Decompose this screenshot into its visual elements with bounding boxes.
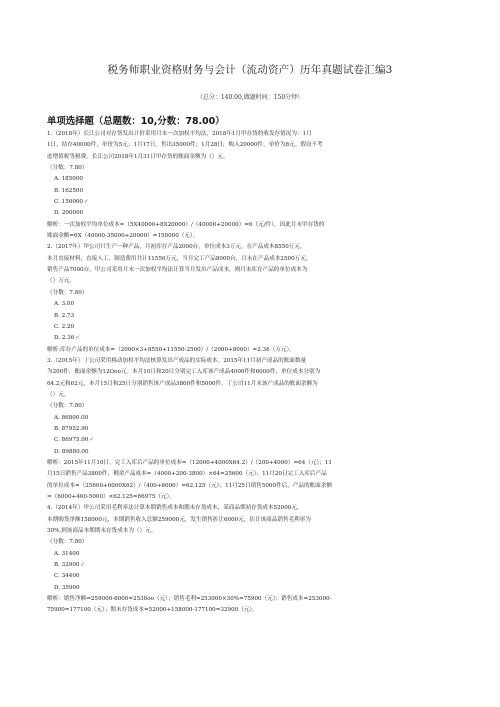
correct-check-icon: ✓ [84,199,89,206]
analysis-line: 的单位成本=（25600+6000X62）/（400+6000）=62.125（元）；11月25日销售5000件后，产品的账面余额 [47,482,332,489]
question-stem-line: 1.（2018年）长江公司对存货发出计价采用月末一次加权平均法，2018年1月甲存货的收发存情况为：1月 [47,131,312,137]
question-stem-line: 虑增值税等税费，长江公司2018年1月31日甲存货的账面金额为（）元。 [47,153,229,160]
analysis-line: 解析：2015年11月10日，完工入库后产品的单位成本=（12000+4000X64.2）/（200+4000）=64（元）；11 [47,459,332,466]
answer-option: A. 3.00 [54,301,75,308]
question-stem-line: 本期购货净额158000元，本期销售收入总额259000元，发生销售折让6000元，估计该商品销售毛利率为 [47,516,311,523]
analysis-line: 解析:库存产品的单位成本=（2000×3+8550+11550-2500）/（2000+8000）=2.36（万元）。 [47,346,295,353]
question-score: （分数：7.80） [47,539,88,546]
answer-option: B. 87952.90 [54,425,89,432]
exam-meta: （总分：140.00,做题时间：150分钟） [196,94,304,101]
document-title: 税务师职业资格财务与会计（流动资产）历年真题试卷汇编3 [107,64,393,76]
answer-option: C. 86975.00✓ [54,437,95,444]
question-stem-line: 3.（2015年）丁公司采用移动加权平均法核算发出产成品的实际成本。2015年11月初产成品的账面数量 [47,357,307,364]
answer-option: C. 34400 [54,573,80,580]
answer-option: C. 150000✓ [54,199,89,206]
analysis-line: =（6000+400-5000）×62.125=86975（元）。 [47,494,175,500]
correct-check-icon: ✓ [75,335,80,342]
section-heading: 单项选择题（总题数：10,分数：78.00） [47,116,225,127]
question-stem-line: 为200件，账面余额为12Ooo元。本月10日和20日分别完工入库该产成品4000件和6000件，单位成本分别为 [47,369,321,376]
answer-option: D. 200000 [54,210,84,217]
question-stem-line: 1日，结存40000件，单价为5元；1月17日，售出35000件；1月28日，购入20000件，单价为8元。假设不考 [47,142,323,149]
analysis-line: 75900=177100（元）；期末存货成本=52000+158000-177100=32900（元）。 [47,607,258,614]
question-stem-line: 销售产品7000台。甲公司采用月末一次加权平均法计算当月发出产品成本，则月末库存产品的单位成本为 [47,267,308,274]
answer-option: C. 2.20 [54,323,75,330]
answer-option: A. 31400 [54,550,80,557]
question-stem-line: 30%,则该商品本期期末存货成本为（）元。 [47,528,157,535]
answer-option: D. 2.36✓ [54,335,80,342]
analysis-line: 解析：销售净额=259000-6000=2530oo（元）；销售毛利=253000×30%=75900（元）；销售成本=253000- [47,596,332,603]
question-stem-line: （）万元。 [47,278,75,285]
question-list [47,129,457,617]
question-stem-line: （）元。 [47,391,70,398]
question-stem-line: 64.2元和62元，本月15日和25日分别销售该产成品3800件和5000件。丁公司11月末该产成品的账面余额为 [47,380,318,387]
answer-option: A. 185000 [54,176,83,183]
analysis-line: 解析：一次加权平均单位成本=（5X40000+8X20000）/（40000+20000）=6（元/件），因此月末甲存货的 [47,221,325,228]
answer-option: B. 2.73 [54,312,75,319]
answer-option: A. 86800.00 [54,414,89,421]
correct-check-icon: ✓ [80,562,86,569]
answer-option: B. 32900✓ [54,562,86,569]
question-stem-line: 4.（2014年）甲公司采用毛利率法计算本期销售成本和期末存货成本，某商品期初存货成本52000元， [47,505,303,512]
analysis-line: 账面金额=6X（40000-35000+20000）=150000（元）。 [47,233,199,240]
question-stem-line: 本月直接材料，直接人工、制造费用共计11550万元，当月完工产品8000台，月末在产品成本2500万元， [47,255,312,262]
question-score: （分数：7.80） [47,289,88,296]
analysis-line: 月15日销售产品3800件，剩余产品成本=（4000+200-3800）×64=25600（元）；11月20日完工入库后产品 [47,471,327,478]
correct-check-icon: ✓ [89,437,95,444]
answer-option: B. 162500 [54,187,84,194]
question-score: （分数：7.80） [47,165,88,172]
question-score: （分数：7.80） [47,403,88,410]
question-stem-line: 2.（2017年）甲公司只生产一种产品，月初库存产品2000台，单位成本3万元，在产品成本8550万元， [47,244,306,251]
answer-option: D. 35900 [54,584,80,591]
answer-option: D. 89880.00 [54,448,89,455]
